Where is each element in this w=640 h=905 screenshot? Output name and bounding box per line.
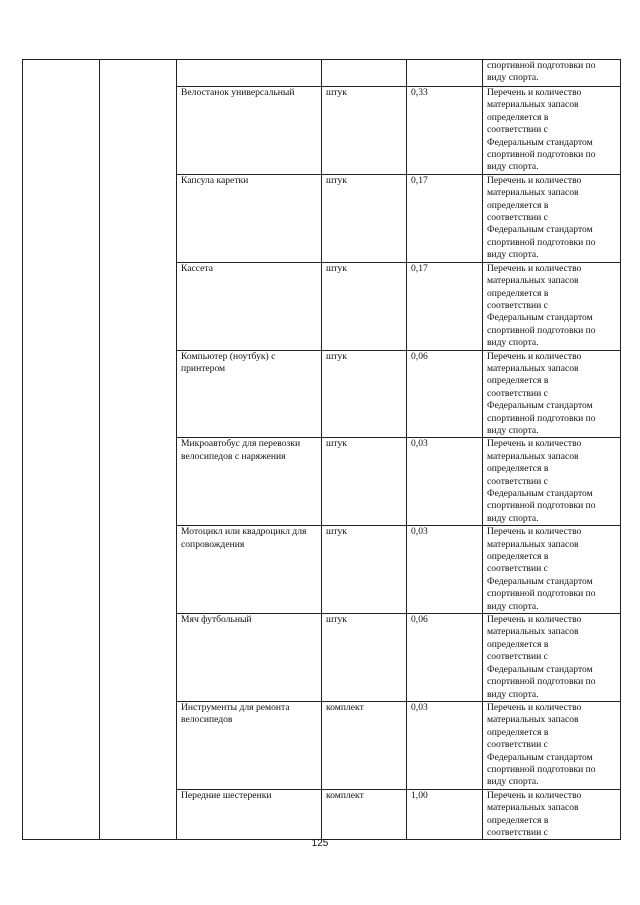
note-cell: Перечень и количество материальных запасов определяется в соответствии с Федеральным стандартом спортивной подготовки по виду спорта.: [483, 350, 621, 438]
quantity-cell: 0,33: [407, 87, 483, 175]
item-name-cell: Инструменты для ремонта велосипедов: [177, 701, 322, 789]
item-name-cell: Кассета: [177, 262, 322, 350]
quantity-cell: 0,06: [407, 350, 483, 438]
equipment-table: [22, 59, 621, 840]
note-cell: Перечень и количество материальных запасов определяется в соответствии с Федеральным стандартом спортивной подготовки по виду спорта.: [483, 701, 621, 789]
table-row: [23, 60, 621, 87]
unit-cell: комплект: [322, 701, 407, 789]
unit-cell: штук: [322, 526, 407, 614]
unit-cell: штук: [322, 350, 407, 438]
item-name-cell: Микроавтобус для перевозки велосипедов с наряжения: [177, 438, 322, 526]
note-cell: Перечень и количество материальных запасов определяется в соответствии с Федеральным стандартом спортивной подготовки по виду спорта.: [483, 174, 621, 262]
quantity-cell: 1,00: [407, 789, 483, 840]
note-cell: спортивной подготовки по виду спорта.: [483, 60, 621, 87]
quantity-cell: 0,06: [407, 614, 483, 702]
quantity-cell: 0,03: [407, 701, 483, 789]
item-name-cell: Капсула каретки: [177, 174, 322, 262]
equipment-table-body: [23, 60, 621, 840]
unit-cell: штук: [322, 438, 407, 526]
unit-cell: штук: [322, 174, 407, 262]
unit-cell: штук: [322, 614, 407, 702]
note-cell: Перечень и количество материальных запасов определяется в соответствии с Федеральным стандартом спортивной подготовки по виду спорта.: [483, 526, 621, 614]
note-cell: Перечень и количество материальных запасов определяется в соответствии с Федеральным стандартом спортивной подготовки по виду спорта.: [483, 87, 621, 175]
item-name-cell: Мяч футбольный: [177, 614, 322, 702]
quantity-cell: 0,03: [407, 526, 483, 614]
quantity-cell: 0,03: [407, 438, 483, 526]
item-name-cell: Компьютер (ноутбук) с принтером: [177, 350, 322, 438]
item-name-cell: Велостанок универсальный: [177, 87, 322, 175]
note-cell: Перечень и количество материальных запасов определяется в соответствии с: [483, 789, 621, 840]
item-name-cell: [177, 60, 322, 87]
note-cell: Перечень и количество материальных запасов определяется в соответствии с Федеральным стандартом спортивной подготовки по виду спорта.: [483, 262, 621, 350]
unit-cell: штук: [322, 262, 407, 350]
note-cell: Перечень и количество материальных запасов определяется в соответствии с Федеральным стандартом спортивной подготовки по виду спорта.: [483, 438, 621, 526]
blank-column-1: [23, 60, 100, 840]
quantity-cell: 0,17: [407, 174, 483, 262]
page-number: 125: [311, 838, 329, 849]
unit-cell: [322, 60, 407, 87]
blank-column-2: [100, 60, 177, 840]
quantity-cell: [407, 60, 483, 87]
quantity-cell: 0,17: [407, 262, 483, 350]
unit-cell: комплект: [322, 789, 407, 840]
item-name-cell: Передние шестеренки: [177, 789, 322, 840]
item-name-cell: Мотоцикл или квадроцикл для сопровождения: [177, 526, 322, 614]
unit-cell: штук: [322, 87, 407, 175]
note-cell: Перечень и количество материальных запасов определяется в соответствии с Федеральным стандартом спортивной подготовки по виду спорта.: [483, 614, 621, 702]
